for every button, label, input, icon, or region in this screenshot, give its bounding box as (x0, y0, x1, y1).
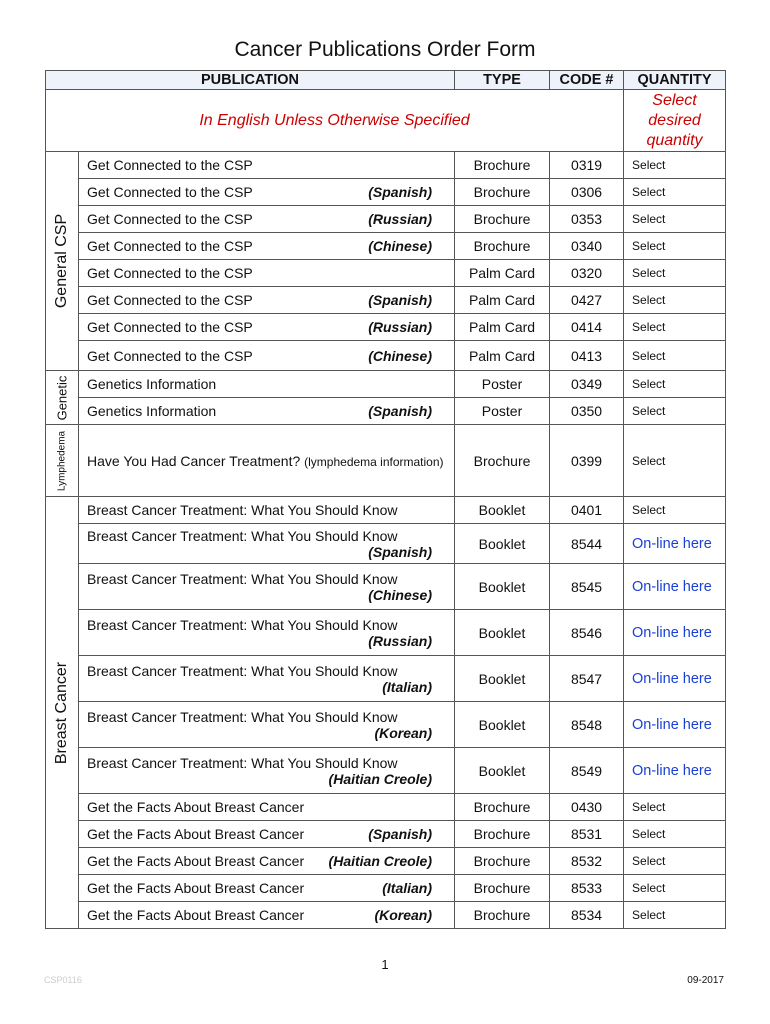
language-tag: (Spanish) (368, 184, 433, 200)
publication-type: Booklet (455, 564, 550, 610)
language-tag: (Korean) (374, 724, 433, 741)
title-text: Get the Facts About Breast Cancer (87, 799, 305, 815)
quantity-select[interactable]: Select (624, 398, 726, 425)
table-row (46, 260, 726, 287)
language-tag: (Korean) (374, 907, 433, 923)
title-text: Get Connected to the CSP (87, 319, 253, 335)
publication-title (79, 564, 455, 610)
title-text: Get the Facts About Breast Cancer (87, 880, 305, 896)
publication-type: Booklet (455, 702, 550, 748)
section-label-text: General CSP (53, 213, 70, 309)
order-table (45, 70, 726, 929)
publication-title (79, 875, 455, 902)
language-tag: (Chinese) (368, 238, 433, 254)
table-row (46, 206, 726, 233)
publication-title (79, 702, 455, 748)
publication-title (79, 314, 455, 341)
publication-title (79, 206, 455, 233)
table-row (46, 497, 726, 524)
title-text: Have You Had Cancer Treatment? (87, 452, 301, 469)
language-tag: (Russian) (368, 319, 433, 335)
table-row (46, 152, 726, 179)
language-tag: (Italian) (382, 880, 433, 896)
section-label (46, 425, 79, 497)
publication-code: 0413 (550, 341, 624, 371)
header-publication: PUBLICATION (46, 71, 455, 90)
title-text: Get Connected to the CSP (87, 238, 253, 254)
quantity-select[interactable]: Select (624, 152, 726, 179)
publication-type: Brochure (455, 794, 550, 821)
revision-date: 09-2017 (687, 975, 724, 986)
quantity-select[interactable]: Select (624, 875, 726, 902)
header-quantity: QUANTITY (624, 71, 726, 90)
publication-code: 8547 (550, 656, 624, 702)
table-row (46, 287, 726, 314)
table-row (46, 748, 726, 794)
quantity-select[interactable]: Select (624, 497, 726, 524)
section-label-text: Breast Cancer (53, 661, 70, 764)
online-order-link[interactable]: On-line here (624, 702, 726, 748)
title-text: Get Connected to the CSP (87, 265, 253, 281)
quantity-select[interactable]: Select (624, 848, 726, 875)
publication-title (79, 748, 455, 794)
quantity-select[interactable]: Select (624, 260, 726, 287)
table-row (46, 314, 726, 341)
title-text: Get Connected to the CSP (87, 347, 253, 364)
header-code: CODE # (550, 71, 624, 90)
online-order-link[interactable]: On-line here (624, 564, 726, 610)
publication-type: Booklet (455, 656, 550, 702)
quantity-prompt: Select desired quantity (624, 90, 726, 152)
publication-title (79, 398, 455, 425)
publication-title (79, 902, 455, 929)
section-label-text: Genetic (54, 375, 70, 420)
form-code: CSP0116 (44, 975, 82, 985)
page-number: 1 (381, 957, 389, 972)
publication-code: 0349 (550, 371, 624, 398)
table-row (46, 656, 726, 702)
title-text: Get the Facts About Breast Cancer (87, 853, 305, 869)
publication-type: Poster (455, 398, 550, 425)
publication-title (79, 287, 455, 314)
table-row (46, 179, 726, 206)
publication-title (79, 524, 455, 564)
language-tag: (Russian) (368, 632, 433, 649)
title-note: (lymphedema information) (304, 454, 444, 469)
publication-type: Brochure (455, 152, 550, 179)
publication-title (79, 260, 455, 287)
publication-type: Brochure (455, 233, 550, 260)
publication-type: Brochure (455, 821, 550, 848)
language-note: In English Unless Otherwise Specified (46, 90, 624, 152)
publication-title (79, 848, 455, 875)
publication-code: 8534 (550, 902, 624, 929)
publication-title (79, 425, 455, 497)
table-row (46, 524, 726, 564)
publication-type: Palm Card (455, 287, 550, 314)
quantity-select[interactable]: Select (624, 287, 726, 314)
publication-type: Palm Card (455, 314, 550, 341)
publication-title (79, 794, 455, 821)
language-tag: (Russian) (368, 211, 433, 227)
publication-code: 0414 (550, 314, 624, 341)
publication-title (79, 152, 455, 179)
publication-code: 0401 (550, 497, 624, 524)
publication-type: Brochure (455, 902, 550, 929)
publication-type: Brochure (455, 425, 550, 497)
table-row (46, 875, 726, 902)
publication-title (79, 179, 455, 206)
title-text: Get the Facts About Breast Cancer (87, 826, 305, 842)
publication-type: Booklet (455, 748, 550, 794)
title-text: Breast Cancer Treatment: What You Should Know (87, 570, 398, 587)
title-text: Breast Cancer Treatment: What You Should Know (87, 754, 398, 771)
quantity-select[interactable]: Select (624, 425, 726, 497)
quantity-select[interactable]: Select (624, 206, 726, 233)
publication-code: 0320 (550, 260, 624, 287)
quantity-select[interactable]: Select (624, 371, 726, 398)
language-tag: (Chinese) (368, 586, 433, 603)
online-order-link[interactable]: On-line here (624, 656, 726, 702)
table-row (46, 902, 726, 929)
publication-code: 8544 (550, 524, 624, 564)
header-row (46, 71, 726, 90)
language-tag: (Spanish) (368, 292, 433, 308)
title-text: Genetics Information (87, 376, 217, 392)
table-row (46, 848, 726, 875)
title-text: Get Connected to the CSP (87, 211, 253, 227)
publication-title (79, 821, 455, 848)
quantity-select[interactable]: Select (624, 314, 726, 341)
section-label (46, 371, 79, 425)
publication-code: 8545 (550, 564, 624, 610)
publication-type: Brochure (455, 179, 550, 206)
title-text: Get the Facts About Breast Cancer (87, 907, 305, 923)
quantity-select[interactable]: Select (624, 179, 726, 206)
table-row (46, 425, 726, 497)
publication-title (79, 233, 455, 260)
publication-type: Palm Card (455, 341, 550, 371)
table-row (46, 564, 726, 610)
publication-code: 8546 (550, 610, 624, 656)
language-tag: (Spanish) (368, 543, 433, 560)
publication-type: Brochure (455, 206, 550, 233)
quantity-select[interactable]: Select (624, 341, 726, 371)
title-text: Breast Cancer Treatment: What You Should Know (87, 662, 398, 679)
publication-code: 8533 (550, 875, 624, 902)
title-text: Get Connected to the CSP (87, 292, 253, 308)
table-row (46, 341, 726, 371)
table-row (46, 821, 726, 848)
table-row (46, 610, 726, 656)
title-text: Breast Cancer Treatment: What You Should Know (87, 616, 398, 633)
quantity-select[interactable]: Select (624, 794, 726, 821)
language-tag: (Spanish) (368, 826, 433, 842)
publication-code: 8531 (550, 821, 624, 848)
table-row (46, 371, 726, 398)
page-title: Cancer Publications Order Form (234, 38, 536, 61)
publication-title (79, 371, 455, 398)
publication-code: 8548 (550, 702, 624, 748)
publication-type: Booklet (455, 497, 550, 524)
table-row (46, 398, 726, 425)
title-text: Genetics Information (87, 403, 217, 419)
publication-title (79, 656, 455, 702)
publication-code: 0319 (550, 152, 624, 179)
publication-code: 0399 (550, 425, 624, 497)
publication-code: 0340 (550, 233, 624, 260)
quantity-select[interactable]: Select (624, 902, 726, 929)
publication-code: 0350 (550, 398, 624, 425)
title-text: Breast Cancer Treatment: What You Should Know (87, 708, 398, 725)
language-tag: (Spanish) (368, 403, 433, 419)
publication-type: Brochure (455, 848, 550, 875)
section-label (46, 152, 79, 371)
quantity-select[interactable]: Select (624, 821, 726, 848)
publication-type: Palm Card (455, 260, 550, 287)
publication-code: 0353 (550, 206, 624, 233)
publication-type: Booklet (455, 524, 550, 564)
section-label-text: Lymphedema (56, 430, 68, 491)
publication-code: 8549 (550, 748, 624, 794)
publication-type: Booklet (455, 610, 550, 656)
publication-code: 0430 (550, 794, 624, 821)
publication-title (79, 610, 455, 656)
publication-type: Poster (455, 371, 550, 398)
publication-title (79, 341, 455, 371)
language-tag: (Chinese) (368, 347, 433, 364)
language-tag: (Haitian Creole) (328, 853, 433, 869)
online-order-link[interactable]: On-line here (624, 524, 726, 564)
table-row (46, 702, 726, 748)
table-row (46, 233, 726, 260)
title-text: Breast Cancer Treatment: What You Should Know (87, 502, 398, 518)
language-tag: (Haitian Creole) (328, 770, 433, 787)
publication-code: 0427 (550, 287, 624, 314)
title-text: Get Connected to the CSP (87, 184, 253, 200)
online-order-link[interactable]: On-line here (624, 748, 726, 794)
publication-type: Brochure (455, 875, 550, 902)
language-tag: (Italian) (382, 678, 433, 695)
online-order-link[interactable]: On-line here (624, 610, 726, 656)
publication-code: 8532 (550, 848, 624, 875)
section-label (46, 497, 79, 929)
header-type: TYPE (455, 71, 550, 90)
quantity-select[interactable]: Select (624, 233, 726, 260)
title-text: Breast Cancer Treatment: What You Should Know (87, 527, 398, 544)
intro-row (46, 90, 726, 152)
publication-title (79, 497, 455, 524)
publication-code: 0306 (550, 179, 624, 206)
table-row (46, 794, 726, 821)
title-text: Get Connected to the CSP (87, 157, 253, 173)
